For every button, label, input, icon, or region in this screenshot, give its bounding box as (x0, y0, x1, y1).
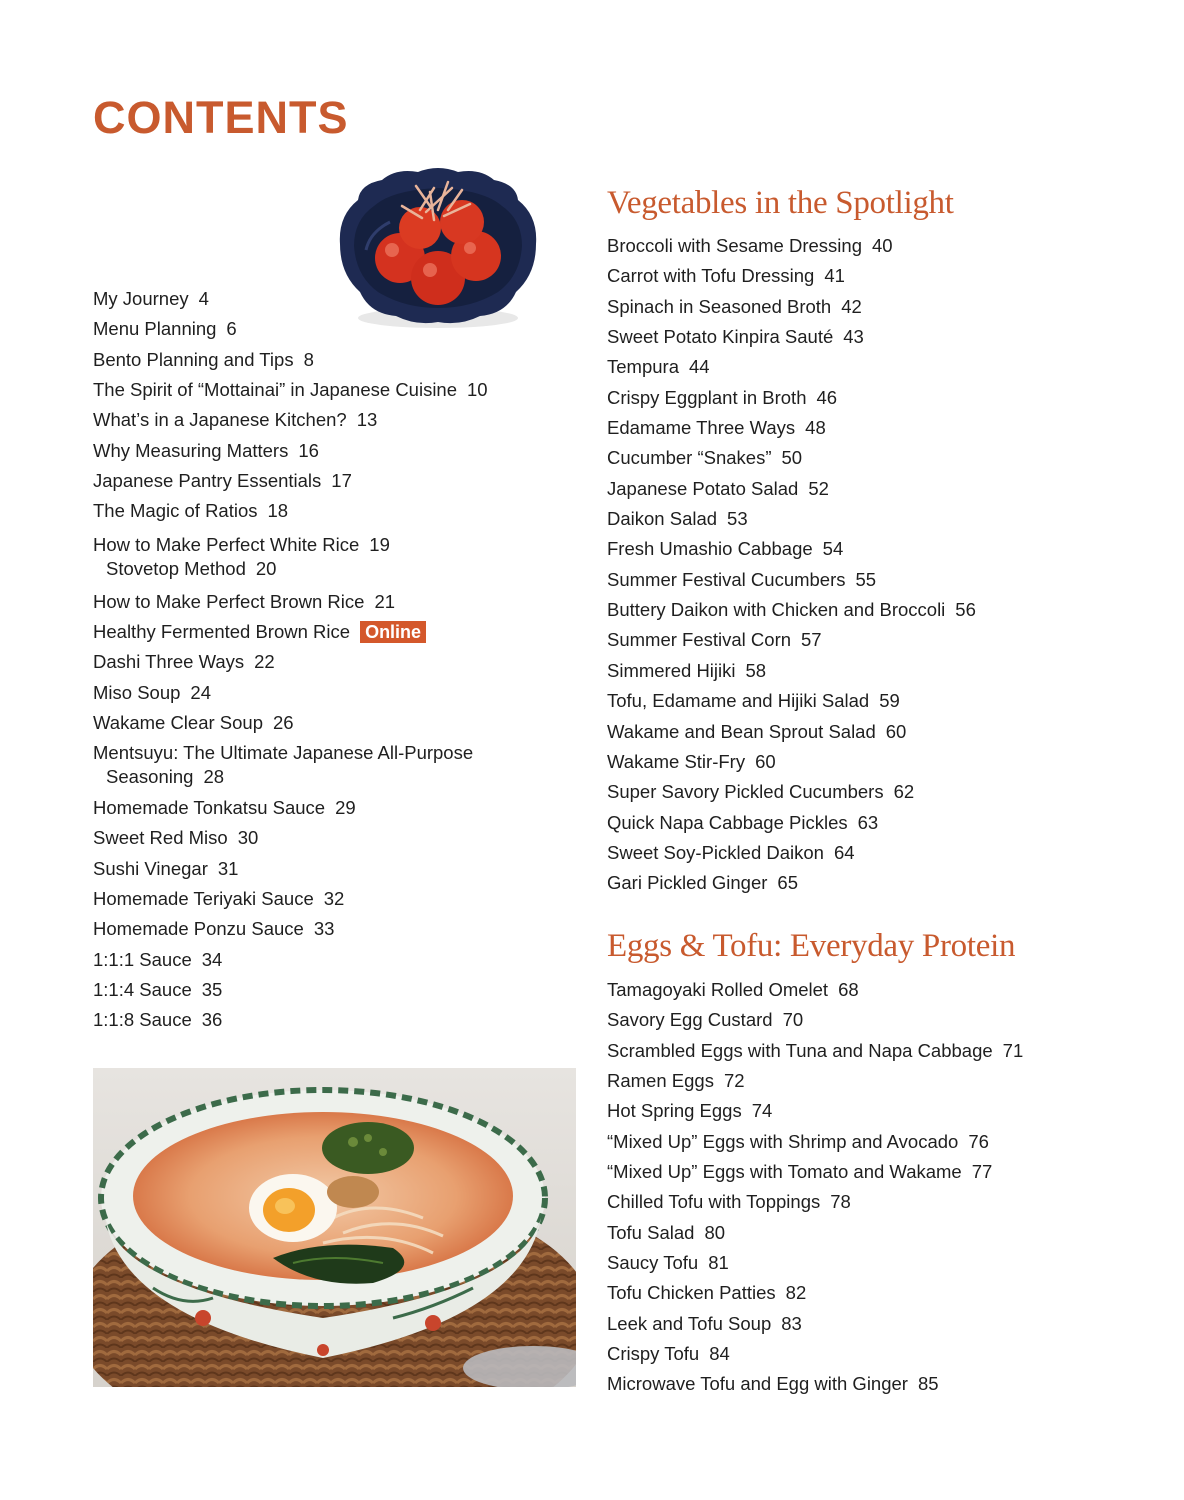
toc-entry[interactable] (607, 231, 1167, 261)
toc-entry-title: “Mixed Up” Eggs with Tomato and Wakame (607, 1161, 962, 1183)
toc-page-number: 32 (323, 887, 345, 909)
toc-entry-title: How to Make Perfect White Rice (93, 533, 360, 555)
toc-page-number: 84 (709, 1343, 730, 1365)
toc-entry-title: Spinach in Seasoned Broth (607, 295, 832, 317)
toc-entry-title: Tofu Chicken Patties (607, 1282, 776, 1304)
toc-page-number: 60 (885, 720, 907, 742)
toc-entry[interactable] (93, 284, 563, 314)
toc-entry-title: Miso Soup (93, 681, 181, 703)
toc-entry[interactable] (607, 868, 1167, 898)
toc-page-number: 65 (777, 872, 798, 894)
toc-entry[interactable] (93, 314, 563, 344)
toc-entry[interactable] (607, 504, 1167, 534)
toc-entry-title: Homemade Teriyaki Sauce (93, 887, 314, 909)
toc-page-number: 44 (688, 356, 710, 378)
toc-entry[interactable] (93, 793, 563, 823)
toc-page-number: 31 (217, 857, 239, 879)
toc-entry[interactable] (607, 443, 1167, 473)
toc-entry[interactable] (93, 854, 563, 884)
toc-entry-title: Crispy Eggplant in Broth (607, 386, 807, 408)
toc-entry-title: Chilled Tofu with Toppings (607, 1191, 821, 1213)
toc-entry-title: Daikon Salad (607, 508, 718, 530)
toc-entry-title: Why Measuring Matters (93, 439, 289, 461)
toc-page-number: 36 (201, 1009, 223, 1031)
toc-entry-title: Healthy Fermented Brown Rice (93, 621, 351, 643)
toc-entry-title: Homemade Ponzu Sauce (93, 918, 304, 940)
toc-page-number: 62 (893, 781, 915, 803)
toc-entry-title: Cucumber “Snakes” (607, 447, 772, 469)
toc-entry[interactable] (93, 466, 563, 496)
toc-page-number: 77 (971, 1161, 993, 1183)
toc-page-number: 53 (727, 508, 748, 530)
toc-entry-title: Japanese Pantry Essentials (93, 470, 322, 492)
section-heading: Eggs & Tofu: Everyday Protein (607, 928, 1016, 964)
toc-entry[interactable] (93, 823, 563, 853)
toc-page-number: 50 (781, 447, 803, 469)
page-title: CONTENTS (93, 92, 349, 143)
toc-entry-title: Leek and Tofu Soup (607, 1312, 772, 1334)
toc-entry[interactable] (607, 1278, 1167, 1308)
toc-entry-title: Broccoli with Sesame Dressing (607, 235, 862, 256)
toc-page-number: 29 (335, 796, 356, 818)
toc-entry[interactable] (93, 405, 563, 435)
toc-entry[interactable] (93, 496, 563, 526)
toc-entry[interactable] (607, 717, 1167, 747)
toc-page-number: 48 (805, 417, 826, 439)
toc-page-number: 22 (254, 651, 275, 673)
toc-page-number: 63 (857, 811, 879, 833)
toc-entry-title: Stovetop Method (106, 557, 246, 579)
toc-entry[interactable] (607, 1309, 1167, 1339)
toc-entry-title: Summer Festival Corn (607, 629, 792, 651)
toc-entry-title: Wakame Stir-Fry (607, 750, 746, 772)
toc-entry-title: The Magic of Ratios (93, 500, 258, 522)
toc-page-number: 8 (303, 348, 314, 370)
toc-entry[interactable] (93, 375, 563, 405)
toc-entry[interactable] (93, 678, 563, 708)
toc-entry-title: 1:1:4 Sauce (93, 978, 192, 1000)
toc-page-number: 54 (822, 538, 844, 560)
toc-entry-title: Savory Egg Custard (607, 1009, 773, 1031)
toc-entry[interactable] (607, 1036, 1167, 1066)
toc-entry[interactable] (607, 474, 1167, 504)
toc-page-number: 80 (704, 1221, 726, 1243)
toc-page-number: 46 (816, 386, 838, 408)
toc-entry[interactable] (93, 527, 563, 557)
toc-entry[interactable] (607, 292, 1167, 322)
toc-entry[interactable] (93, 436, 563, 466)
toc-page-number: 10 (467, 379, 488, 401)
toc-page-number: 76 (968, 1130, 989, 1152)
toc-entry-title: Saucy Tofu (607, 1252, 699, 1274)
toc-page-number: 19 (369, 533, 390, 555)
toc-entry-title: Quick Napa Cabbage Pickles (607, 811, 848, 833)
toc-entry[interactable] (607, 1096, 1167, 1126)
front-matter-list (93, 284, 563, 1036)
toc-entry-title: Tempura (607, 356, 679, 378)
toc-entry-title: Buttery Daikon with Chicken and Broccoli (607, 599, 946, 621)
toc-entry[interactable] (607, 352, 1167, 382)
toc-page-number: 30 (237, 827, 259, 849)
toc-page-number: 55 (855, 568, 877, 590)
toc-page-number: 58 (745, 659, 767, 681)
toc-page-number: 43 (843, 326, 864, 348)
toc-entry[interactable] (93, 914, 563, 944)
toc-entry[interactable] (93, 647, 563, 677)
toc-entry-title: My Journey (93, 288, 189, 309)
toc-entry-title: Summer Festival Cucumbers (607, 568, 846, 590)
toc-entry-title: Wakame and Bean Sprout Salad (607, 720, 876, 742)
toc-entry-title: Microwave Tofu and Egg with Ginger (607, 1373, 908, 1395)
toc-entry[interactable] (607, 322, 1167, 352)
toc-page-number: 16 (298, 439, 319, 461)
toc-entry-title: Menu Planning (93, 318, 217, 340)
toc-entry[interactable] (607, 747, 1167, 777)
toc-page-number: 71 (1002, 1039, 1024, 1061)
toc-entry-title: Sweet Potato Kinpira Sauté (607, 326, 834, 348)
toc-page-number: 34 (201, 948, 223, 970)
toc-entry-title: Simmered Hijiki (607, 659, 736, 681)
toc-page-number: 59 (879, 690, 900, 712)
toc-page-number: 72 (723, 1070, 745, 1092)
toc-entry[interactable] (607, 261, 1167, 291)
toc-page-number: 64 (833, 841, 855, 863)
toc-entry[interactable] (607, 686, 1167, 716)
toc-entry-title: How to Make Perfect Brown Rice (93, 590, 365, 612)
toc-page-number: 41 (824, 265, 845, 287)
toc-entry-title: 1:1:8 Sauce (93, 1009, 192, 1031)
toc-entry[interactable] (607, 1248, 1167, 1278)
toc-entry-title: Scrambled Eggs with Tuna and Napa Cabbage (607, 1039, 993, 1061)
toc-entry-title: Tamagoyaki Rolled Omelet (607, 979, 829, 1000)
toc-entry[interactable] (607, 595, 1167, 625)
toc-entry-title: Fresh Umashio Cabbage (607, 538, 813, 560)
toc-entry[interactable] (93, 1005, 563, 1035)
toc-entry-title: Bento Planning and Tips (93, 348, 294, 370)
toc-entry[interactable] (607, 1157, 1167, 1187)
toc-page-number: 81 (708, 1252, 729, 1274)
toc-entry[interactable] (607, 656, 1167, 686)
toc-entry-title: Hot Spring Eggs (607, 1100, 742, 1122)
toc-page-number: 56 (955, 599, 976, 621)
toc-page-number: 42 (841, 295, 862, 317)
toc-page-number: 83 (781, 1312, 802, 1334)
toc-entry[interactable] (607, 777, 1167, 807)
toc-page-number: 40 (871, 235, 893, 256)
toc-page-number: 17 (331, 470, 352, 492)
toc-entry-title: 1:1:1 Sauce (93, 948, 192, 970)
toc-entry-title: Sweet Red Miso (93, 827, 228, 849)
toc-entry[interactable] (607, 1187, 1167, 1217)
toc-entry-title: Wakame Clear Soup (93, 712, 263, 734)
toc-page-number: 52 (808, 477, 829, 499)
toc-entry[interactable] (607, 413, 1167, 443)
toc-entry-title: What’s in a Japanese Kitchen? (93, 409, 347, 431)
toc-page-number: 24 (190, 681, 211, 703)
section-heading: Vegetables in the Spotlight (607, 185, 954, 221)
toc-page-number: 20 (255, 557, 277, 579)
toc-entry[interactable] (607, 1066, 1167, 1096)
toc-page-number: 68 (838, 979, 859, 1000)
toc-page-number: 18 (267, 500, 289, 522)
eggs-tofu-list (607, 975, 1167, 1400)
toc-entry[interactable] (93, 708, 563, 738)
toc-entry-title: Sushi Vinegar (93, 857, 208, 879)
toc-entry-title: Carrot with Tofu Dressing (607, 265, 815, 287)
toc-entry-title: Dashi Three Ways (93, 651, 245, 673)
toc-page-number: 28 (203, 766, 225, 788)
toc-entry[interactable] (607, 838, 1167, 868)
online-badge[interactable]: Online (360, 621, 426, 643)
toc-entry[interactable] (93, 345, 563, 375)
toc-entry-title: Sweet Soy-Pickled Daikon (607, 841, 824, 863)
toc-entry[interactable] (607, 534, 1167, 564)
toc-page-number: 4 (198, 288, 209, 309)
toc-entry-title: Tofu, Edamame and Hijiki Salad (607, 690, 870, 712)
toc-page-number: 60 (755, 750, 776, 772)
ramen-bowl-photo (93, 1068, 576, 1387)
toc-entry[interactable] (607, 1369, 1167, 1399)
toc-entry[interactable] (93, 587, 563, 617)
toc-entry-title: Ramen Eggs (607, 1070, 714, 1092)
toc-entry[interactable] (93, 738, 563, 792)
toc-entry[interactable] (93, 975, 563, 1005)
toc-page-number: 21 (374, 590, 396, 612)
toc-entry-title-continued: Seasoning (106, 766, 194, 788)
toc-page-number: 74 (751, 1100, 773, 1122)
toc-page-number: 85 (917, 1373, 939, 1395)
toc-entry[interactable] (607, 1005, 1167, 1035)
toc-entry[interactable] (607, 975, 1167, 1005)
toc-entry[interactable] (93, 945, 563, 975)
toc-entry-title: Mentsuyu: The Ultimate Japanese All-Purpose (93, 742, 474, 764)
toc-entry-title: The Spirit of “Mottainai” in Japanese Cuisine (93, 379, 458, 401)
toc-entry-title: Edamame Three Ways (607, 417, 796, 439)
toc-entry[interactable] (93, 884, 563, 914)
toc-page-number: 6 (226, 318, 237, 340)
vegetables-list (607, 231, 1167, 899)
toc-entry[interactable] (607, 808, 1167, 838)
toc-entry-title: Tofu Salad (607, 1221, 695, 1243)
toc-entry-title: Gari Pickled Ginger (607, 872, 768, 894)
toc-page-number: 78 (830, 1191, 851, 1213)
toc-page-number: 70 (782, 1009, 804, 1031)
toc-subentry[interactable] (93, 557, 563, 587)
toc-entry[interactable] (607, 383, 1167, 413)
toc-entry-title: “Mixed Up” Eggs with Shrimp and Avocado (607, 1130, 959, 1152)
toc-page-number: 82 (785, 1282, 807, 1304)
toc-entry[interactable] (607, 1339, 1167, 1369)
toc-page-number: 13 (356, 409, 378, 431)
toc-entry[interactable] (607, 1127, 1167, 1157)
toc-page-number: 35 (201, 978, 223, 1000)
toc-entry[interactable] (607, 565, 1167, 595)
toc-entry[interactable] (607, 1218, 1167, 1248)
toc-page-number: 26 (273, 712, 294, 734)
toc-entry-title: Homemade Tonkatsu Sauce (93, 796, 326, 818)
toc-page-number: 33 (313, 918, 335, 940)
toc-entry[interactable] (93, 617, 563, 647)
toc-entry[interactable] (607, 625, 1167, 655)
toc-entry-title: Crispy Tofu (607, 1343, 700, 1365)
toc-entry-title: Japanese Potato Salad (607, 477, 799, 499)
toc-entry-title: Super Savory Pickled Cucumbers (607, 781, 884, 803)
toc-page-number: 57 (801, 629, 822, 651)
